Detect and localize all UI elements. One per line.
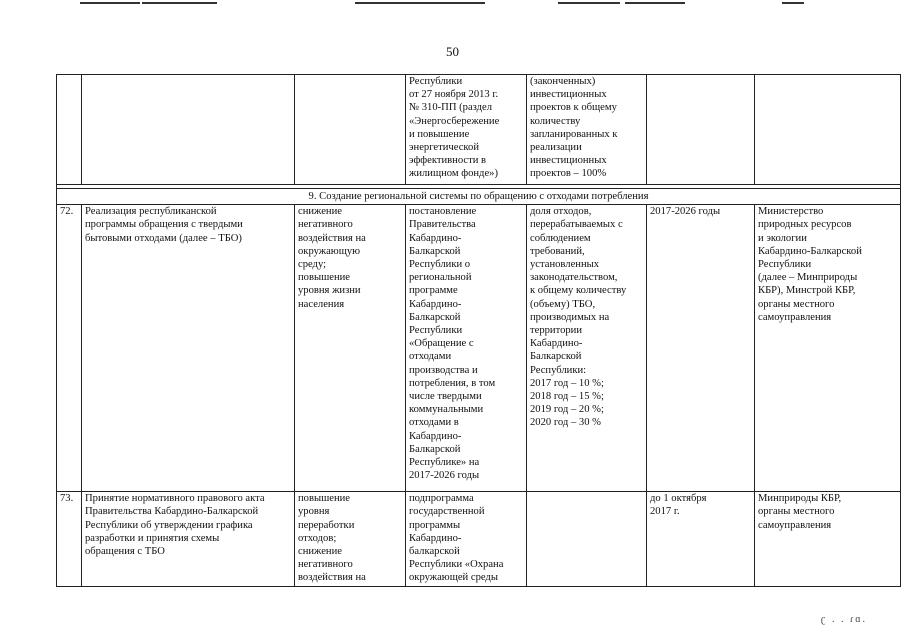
table-row	[57, 492, 901, 587]
section-title: 9. Создание региональной системы по обращению с отходами потребления	[57, 189, 901, 205]
cell-num	[57, 75, 82, 185]
cell-effect: повышение уровня переработки отходов; снижение негативного воздействия на	[295, 492, 406, 587]
cell-measure: Принятие нормативного правового акта Правительства Кабардино-Балкарской Республики об утверждении графика разработки и принятия схемы обращения с ТБО	[82, 492, 295, 587]
measures-table	[56, 74, 901, 587]
cell-executor: Министерство природных ресурсов и экологии Кабардино-Балкарской Республики (далее – Минприроды КБР), Минстрой КБР, органы местного самоуправления	[755, 205, 901, 492]
cell-basis: Республики от 27 ноября 2013 г. № 310-ПП (раздел «Энергосбережение и повышение энергетической эффективности в жилищном фонде»)	[406, 75, 527, 185]
cell-executor	[755, 75, 901, 185]
table-row-continuation	[57, 75, 901, 185]
cell-basis: постановление Правительства Кабардино- Балкарской Республики о региональной программе Кабардино- Балкарской Республики «Обращение с отходами производства и потребления, в том числе твердыми коммунальными отходами в Кабардино- Балкарской Республике» на 2017-2026 годы	[406, 205, 527, 492]
cell-num: 73.	[57, 492, 82, 587]
cell-measure: Реализация республиканской программы обращения с твердыми бытовыми отходами (далее – ТБО)	[82, 205, 295, 492]
cell-period: 2017-2026 годы	[647, 205, 755, 492]
cell-num: 72.	[57, 205, 82, 492]
cell-executor: Минприроды КБР, органы местного самоуправления	[755, 492, 901, 587]
cell-indicator: доля отходов, перерабатываемых с соблюдением требований, установленных законодательством, к общему количеству (объему) ТБО, производимых на территории Кабардино- Балкарской Республики: 2017 год – 10 %; 2018 год – 15 %; 2019 год – 20 %; 2020 год – 30 %	[527, 205, 647, 492]
scan-artifact-marks	[0, 0, 905, 8]
cell-measure	[82, 75, 295, 185]
cell-effect	[295, 75, 406, 185]
cell-indicator	[527, 492, 647, 587]
page-number: 50	[446, 44, 459, 59]
section-header-row	[57, 189, 901, 205]
cell-period: до 1 октября 2017 г.	[647, 492, 755, 587]
cell-period	[647, 75, 755, 185]
cell-effect: снижение негативного воздействия на окружающую среду; повышение уровня жизни населения	[295, 205, 406, 492]
table-row	[57, 205, 901, 492]
cell-basis: подпрограмма государственной программы Кабардино- балкарской Республики «Охрана окружающей среды	[406, 492, 527, 587]
scan-corner-mark: ʗ . . ɾɑ.	[821, 614, 867, 625]
cell-indicator: (законченных) инвестиционных проектов к общему количеству запланированных к реализации инвестиционных проектов – 100%	[527, 75, 647, 185]
